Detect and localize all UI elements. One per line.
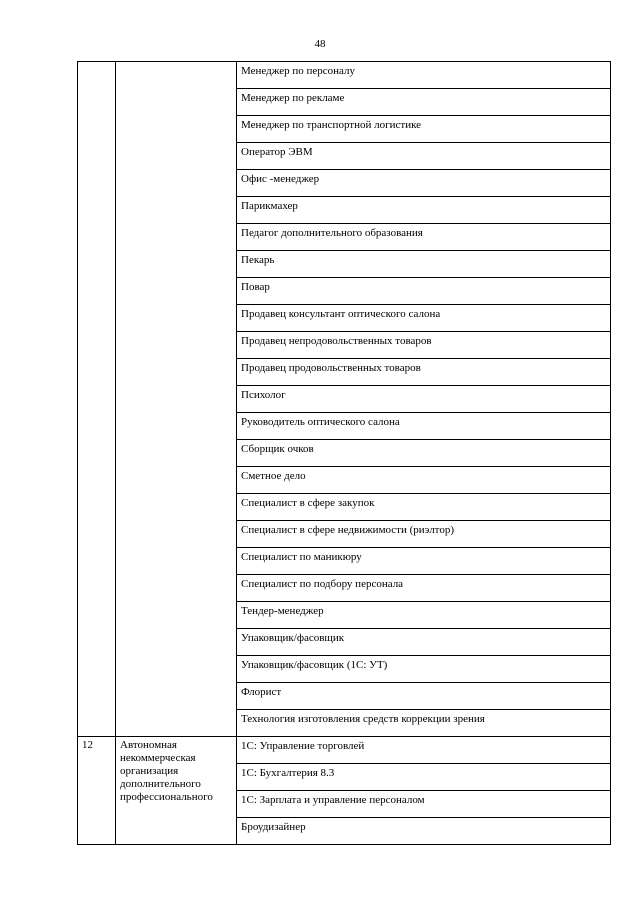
- program-cell: Специалист по маникюру: [237, 548, 611, 575]
- program-cell: Сметное дело: [237, 467, 611, 494]
- program-cell: Специалист по подбору персонала: [237, 575, 611, 602]
- program-cell: Оператор ЭВМ: [237, 143, 611, 170]
- program-cell: Менеджер по персоналу: [237, 62, 611, 89]
- program-cell: Педагог дополнительного образования: [237, 224, 611, 251]
- program-cell: Офис -менеджер: [237, 170, 611, 197]
- organization-name-line: организация: [120, 765, 179, 777]
- program-cell: Парикмахер: [237, 197, 611, 224]
- program-cell: Специалист в сфере недвижимости (риэлтор): [237, 521, 611, 548]
- program-cell: Специалист в сфере закупок: [237, 494, 611, 521]
- program-cell: Менеджер по рекламе: [237, 89, 611, 116]
- organization-name: [116, 737, 237, 845]
- program-cell: Менеджер по транспортной логистике: [237, 116, 611, 143]
- program-cell: 1С: Зарплата и управление персоналом: [237, 791, 611, 818]
- program-cell: Продавец продовольственных товаров: [237, 359, 611, 386]
- row-number: 12: [78, 737, 116, 845]
- program-cell: Упаковщик/фасовщик (1С: УТ): [237, 656, 611, 683]
- page-number: 48: [314, 38, 326, 50]
- program-cell: Пекарь: [237, 251, 611, 278]
- organization-name-line: профессионального: [120, 791, 213, 803]
- program-cell: Психолог: [237, 386, 611, 413]
- program-cell: Тендер-менеджер: [237, 602, 611, 629]
- program-cell: Упаковщик/фасовщик: [237, 629, 611, 656]
- program-cell: 1С: Бухгалтерия 8.3: [237, 764, 611, 791]
- organization-name-line: некоммерческая: [120, 752, 196, 764]
- programs-table: [77, 61, 611, 845]
- table-row: [78, 62, 611, 89]
- organization-name-line: дополнительного: [120, 778, 201, 790]
- program-cell: Броудизайнер: [237, 818, 611, 845]
- program-cell: Сборщик очков: [237, 440, 611, 467]
- table-row: [78, 737, 611, 764]
- program-cell: Технология изготовления средств коррекции зрения: [237, 710, 611, 737]
- organization-cell-empty: [116, 62, 237, 737]
- program-cell: Флорист: [237, 683, 611, 710]
- program-cell: Продавец непродовольственных товаров: [237, 332, 611, 359]
- program-cell: Повар: [237, 278, 611, 305]
- program-cell: Руководитель оптического салона: [237, 413, 611, 440]
- program-cell: Продавец консультант оптического салона: [237, 305, 611, 332]
- number-cell-empty: [78, 62, 116, 737]
- program-cell: 1С: Управление торговлей: [237, 737, 611, 764]
- organization-name-line: Автономная: [120, 739, 177, 751]
